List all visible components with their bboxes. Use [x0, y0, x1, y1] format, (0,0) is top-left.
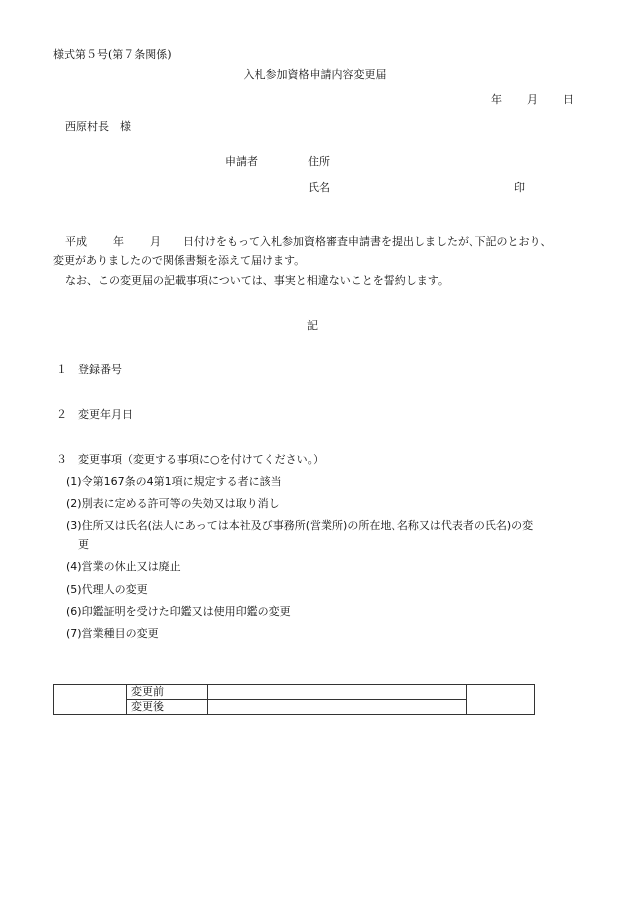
- addressee: 西原村長 様: [65, 120, 131, 133]
- address-label: 住所: [308, 155, 330, 168]
- sub-item-3-continued: 更: [78, 538, 89, 551]
- date-day-label: 日: [563, 93, 574, 106]
- sub-item-4: (4)営業の休止又は廃止: [66, 560, 181, 573]
- date-year-label: 年: [491, 93, 502, 106]
- sub-item-6: (6)印鑑証明を受けた印鑑又は使用印鑑の変更: [66, 605, 291, 618]
- table-row: [54, 700, 535, 715]
- seal-mark: 印: [514, 181, 525, 194]
- before-label-cell: 変更前: [127, 685, 208, 700]
- name-label: 氏名: [308, 181, 330, 194]
- after-label-cell: 変更後: [127, 700, 208, 715]
- ki-heading: 記: [307, 319, 318, 332]
- item-3-label: 変更事項（変更する事項に○を付けてください。）: [78, 453, 325, 466]
- sub-item-7: (7)営業種目の変更: [66, 627, 159, 640]
- year-label: 年: [113, 235, 124, 248]
- month-label: 月: [150, 235, 161, 248]
- body-line-3: なお、この変更届の記載事項については、事実と相違ないことを誓約します。: [65, 274, 449, 287]
- document-title: 入札参加資格申請内容変更届: [243, 68, 387, 81]
- sub-item-2: (2)別表に定める許可等の失効又は取り消し: [66, 497, 280, 510]
- applicant-label: 申請者: [225, 155, 258, 168]
- table-row: [54, 685, 535, 700]
- item-1-number: １: [56, 363, 67, 376]
- table-right-cell: [467, 685, 535, 715]
- sub-item-1: (1)令第167条の4第1項に規定する者に該当: [66, 475, 282, 488]
- body-line-2: 変更がありましたので関係書類を添えて届けます。: [53, 254, 306, 267]
- date-month-label: 月: [527, 93, 538, 106]
- before-value-cell: [208, 685, 467, 700]
- body-line-1-text: 日付けをもって入札参加資格審査申請書を提出しましたが､下記のとおり、: [183, 235, 552, 248]
- item-1-label: 登録番号: [78, 363, 122, 376]
- item-2-number: ２: [56, 408, 67, 421]
- sub-item-3: (3)住所又は氏名(法人にあっては本社及び事務所(営業所)の所在地､名称又は代表者の氏名)の変: [66, 519, 534, 532]
- table-left-cell: [54, 685, 127, 715]
- item-3-number: ３: [56, 453, 67, 466]
- era-label: 平成: [65, 235, 87, 248]
- item-2-label: 変更年月日: [78, 408, 133, 421]
- form-number: 様式第５号(第７条関係): [53, 48, 172, 61]
- after-value-cell: [208, 700, 467, 715]
- sub-item-5: (5)代理人の変更: [66, 583, 148, 596]
- body-line-1: [65, 235, 552, 249]
- change-table: [53, 684, 535, 715]
